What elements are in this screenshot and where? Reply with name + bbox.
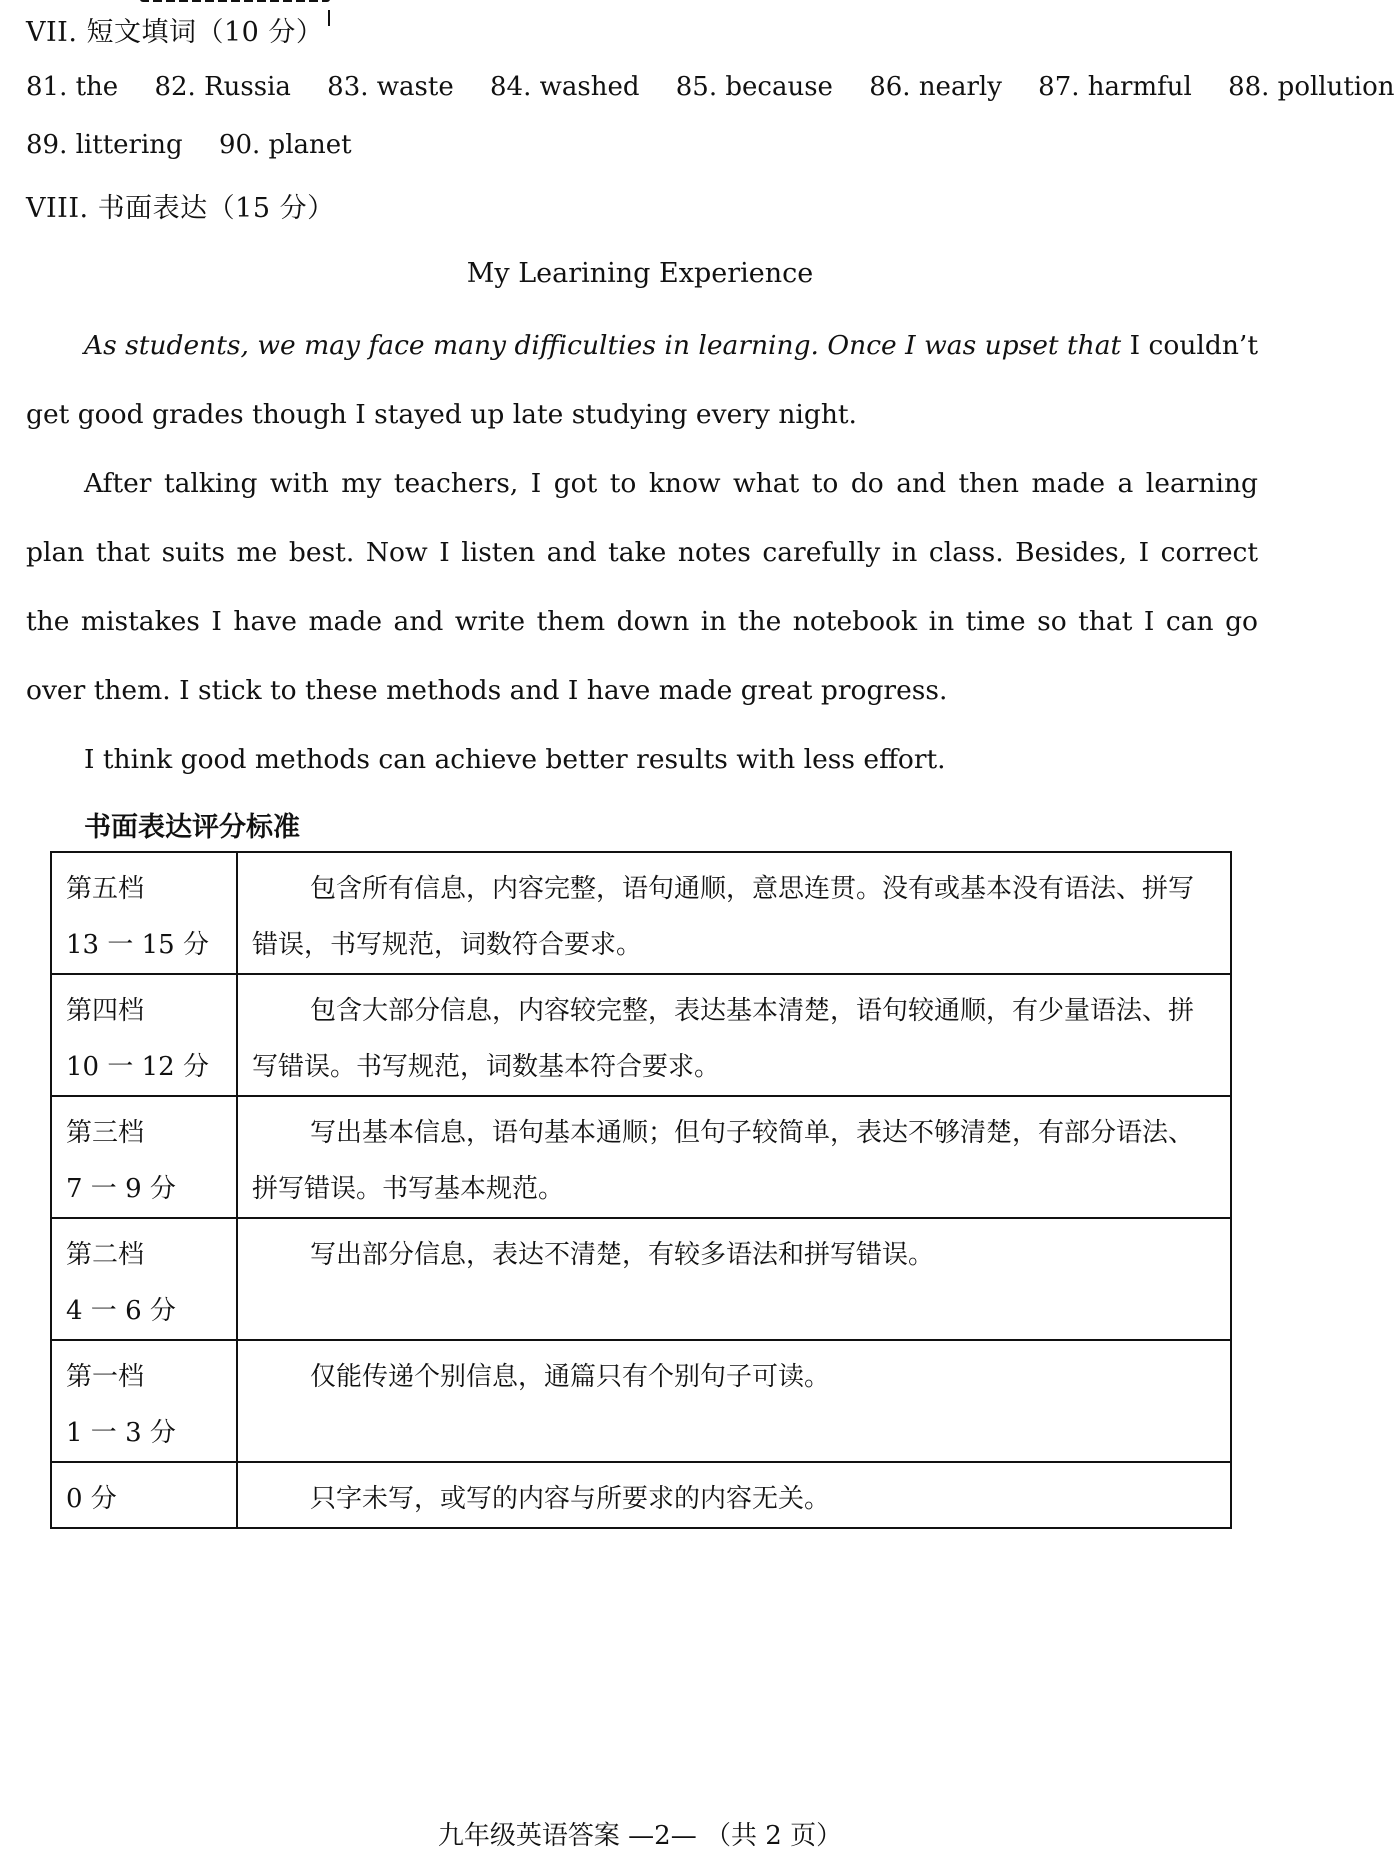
rubric-desc: 包含大部分信息，内容较完整，表达基本清楚，语句较通顺，有少量语法、拼写错误。书写规范，词数基本符合要求。 [252,996,1195,1082]
answer-85: 85. because [675,72,833,102]
cut-off-text-remnant [140,0,330,2]
essay-p1-rest: I couldn’t get good grades though I stayed up late studying every night. [26,330,1258,430]
answer-86: 86. nearly [869,72,1002,102]
rubric-level: 第三档 [66,1118,145,1148]
answer-83: 83. waste [327,72,454,102]
answer-88: 88. pollution [1228,72,1395,102]
rubric-score: 10 一 12 分 [66,1052,209,1082]
essay-title: My Learining Experience [466,258,814,289]
rubric-level: 第五档 [66,874,145,904]
stray-mark [328,10,330,26]
rubric-score: 13 一 15 分 [66,930,209,960]
section-8-heading: VIII. 书面表达（15 分） [26,193,335,224]
rubric-desc-cell [237,1340,1231,1462]
rubric-level: 第一档 [66,1362,145,1392]
rubric-title: 书面表达评分标准 [84,812,300,843]
section-7-heading: VII. 短文填词（10 分） [26,17,324,48]
page-footer: 九年级英语答案 —2— （共 2 页） [437,1821,843,1851]
rubric-level-cell [51,852,237,974]
rubric-level-cell [51,974,237,1096]
rubric-level: 第二档 [66,1240,145,1270]
answer-87: 87. harmful [1038,72,1192,102]
rubric-table [50,851,1232,1529]
essay-paragraph-1 [26,311,1258,449]
rubric-desc: 只字未写，或写的内容与所要求的内容无关。 [310,1484,831,1514]
rubric-desc-cell [237,974,1231,1096]
rubric-desc: 包含所有信息，内容完整，语句通顺，意思连贯。没有或基本没有语法、拼写错误，书写规范，词数符合要求。 [252,874,1195,960]
rubric-level-cell [51,1218,237,1340]
rubric-row [51,974,1231,1096]
answer-82: 82. Russia [154,72,291,102]
rubric-level-cell [51,1340,237,1462]
rubric-row [51,1096,1231,1218]
rubric-desc-cell [237,852,1231,974]
essay-paragraph-2 [26,449,1258,725]
rubric-score: 7 一 9 分 [66,1174,176,1204]
rubric-level-cell [51,1096,237,1218]
rubric-level-cell [51,1462,237,1528]
rubric-desc: 仅能传递个别信息，通篇只有个别句子可读。 [310,1362,831,1392]
rubric-desc: 写出部分信息，表达不清楚，有较多语法和拼写错误。 [310,1240,935,1270]
rubric-row [51,1340,1231,1462]
rubric-level: 0 分 [66,1484,117,1514]
rubric-row [51,1218,1231,1340]
rubric-score: 1 一 3 分 [66,1418,176,1448]
answer-84: 84. washed [489,72,640,102]
rubric-desc-cell [237,1462,1231,1528]
rubric-row [51,852,1231,974]
essay-p1-italic: As students, we may face many difficulties in learning. Once I was upset that [84,330,1122,361]
answers-row-2 [26,130,380,160]
answers-row-1 [26,72,1395,102]
rubric-row [51,1462,1231,1528]
rubric-level: 第四档 [66,996,145,1026]
answer-90: 90. planet [218,130,352,160]
essay-paragraph-3 [26,725,1258,794]
rubric-desc-cell [237,1096,1231,1218]
essay-p2-text: After talking with my teachers, I got to know what to do and then made a learning plan that suits me best. Now I listen and take notes carefully in class. Besides, I correct the mistakes I have made and write them down in the notebook in time so that I can go over them. I stick to these methods and I have made great progress. [26,468,1258,706]
rubric-score: 4 一 6 分 [66,1296,176,1326]
answer-89: 89. littering [26,130,183,160]
answer-81: 81. the [26,72,119,102]
rubric-desc-cell [237,1218,1231,1340]
rubric-desc: 写出基本信息，语句基本通顺；但句子较简单，表达不够清楚，有部分语法、拼写错误。书写基本规范。 [252,1118,1195,1204]
essay-p3-text: I think good methods can achieve better results with less effort. [84,744,946,775]
